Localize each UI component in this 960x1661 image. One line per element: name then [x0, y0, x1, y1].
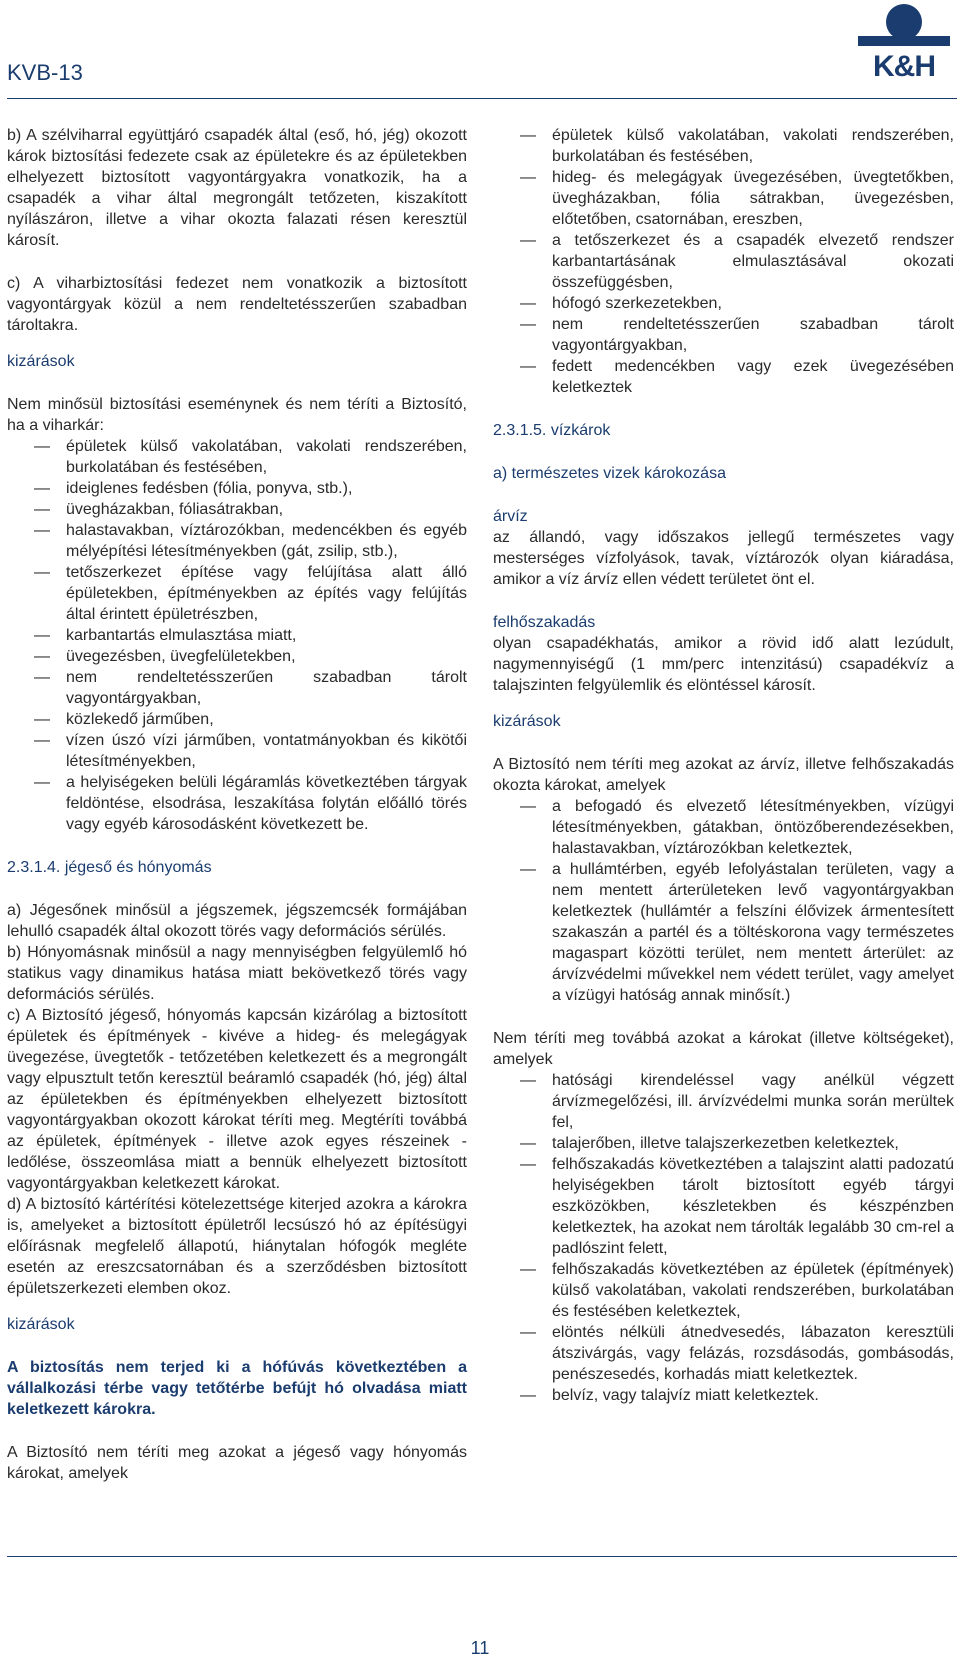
list-item: — nem rendeltetésszerűen szabadban tárolt vagyontárgyakban,	[493, 314, 954, 356]
exclusions-heading: kizárások	[7, 353, 75, 370]
list-item: — a hullámtérben, egyéb lefolyástalan területen, vagy a nem mentett árterületeken levő vagyontárgyakban keletkeztek (hullámtér a felszíni élővizek ármentesített szakaszán a partél és a töltéskorona vagy természetes magaspart közötti terület, nem mentett árterület: az árvízvédelmi művekkel nem védett terület, vagy amelyet a vízügyi hatóság annak minősít.)	[493, 859, 954, 1006]
list-item: — felhőszakadás következtében a talajszint alatti padozatú helyiségekben tárolt biztosított egyéb tárgyi eszközökben, készletekben és készpénzben keletkeztek, ha azokat nem tárolták legalább 30 cm-rel a padlószint felett,	[493, 1154, 954, 1259]
list-item: — vízen úszó vízi járműben, vontatmányokban és kikötői létesítményekben,	[7, 730, 467, 772]
flood-title: árvíz	[493, 508, 528, 525]
exclusions-heading-3: kizárások	[493, 713, 561, 730]
list-item: — üvegezésben, üvegfelületekben,	[7, 646, 467, 667]
further-exclusions-list	[493, 1070, 954, 1406]
list-item: — üvegházakban, fóliasátrakban,	[7, 499, 467, 520]
flood-text: az állandó, vagy időszakos jellegű természetes vagy mesterséges vízfolyások, tavak, víztározók olyan kiáradása, amikor a víz árvíz ellen védett területet önt el.	[493, 529, 954, 588]
exclusions-heading-2: kizárások	[7, 1316, 75, 1333]
list-item: — talajerőben, illetve talajszerkezetben keletkeztek,	[493, 1133, 954, 1154]
exclusions-intro: Nem minősül biztosítási eseménynek és nem téríti a Biztosító, ha a viharkár:	[7, 396, 467, 434]
exclusions-list	[7, 436, 467, 835]
list-item: — ideiglenes fedésben (fólia, ponyva, stb.),	[7, 478, 467, 499]
list-item: — tetőszerkezet építése vagy felújítása alatt álló épületekben, építményekben az építés vagy felújítás által érintett épületrészben,	[7, 562, 467, 625]
paragraph-last: A Biztosító nem téríti meg azokat a jégeső vagy hónyomás károkat, amelyek	[7, 1444, 467, 1482]
subsection-natural-water: a) természetes vizek károkozása	[493, 465, 726, 482]
paragraph-c: c) A viharbiztosítási fedezet nem vonatkozik a biztosított vagyontárgyak közül a nem rendeltetésszerűen szabadban tároltakra.	[7, 275, 467, 334]
bold-exclusion: A biztosítás nem terjed ki a hófúvás következtében a vállalkozási térbe vagy tetőtérbe befújt hó olvadása miatt keletkezett károkra.	[7, 1359, 467, 1418]
list-item: — halastavakban, víztározókban, medencékben és egyéb mélyépítési létesítményekben (gát, zsilip, stb.),	[7, 520, 467, 562]
further-exclusions-intro: Nem téríti meg továbbá azokat a károkat (illetve költségeket), amelyek	[493, 1030, 954, 1068]
section-title-hail: 2.3.1.4. jégeső és hónyomás	[7, 859, 212, 876]
page-number: 11	[470, 1638, 490, 1658]
exclusions-list-continued	[493, 125, 954, 398]
list-item: — nem rendeltetésszerűen szabadban tárolt vagyontárgyakban,	[7, 667, 467, 709]
list-item: — a tetőszerkezet és a csapadék elvezető rendszer karbantartásának elmulasztásával okozati összefüggésben,	[493, 230, 954, 293]
list-item: — hatósági kirendeléssel vagy anélkül végzett árvízmegelőzési, ill. árvízvédelmi munka során merültek fel,	[493, 1070, 954, 1133]
document-code: KVB-13	[7, 60, 83, 85]
list-item: — a befogadó és elvezető létesítményekben, vízügyi létesítményekben, gátakban, öntözőberendezésekben, halastavakban, víztározókban keletkeztek,	[493, 796, 954, 859]
list-item: — hideg- és melegágyak üvegezésében, üvegtetőkben, üvegházakban, fólia sátrakban, üvegezésben, előtetőben, csatornában, ereszben,	[493, 167, 954, 230]
list-item: — elöntés nélküli átnedvesedés, lábazaton keresztüli átszivárgás, vagy felázás, rozsdásodás, gombásodás, penészesedés, korhadás miatt keletkeztek.	[493, 1322, 954, 1385]
list-item: — a helyiségeken belüli légáramlás következtében tárgyak feldöntése, elsodrása, leszakítása folytán előálló törés vagy egyéb károsodásként következett be.	[7, 772, 467, 835]
flood-exclusions-intro: A Biztosító nem téríti meg azokat az árvíz, illetve felhőszakadás okozta károkat, amelyek	[493, 756, 954, 794]
kh-logo	[852, 2, 956, 88]
paragraph-b-snow: b) Hónyomásnak minősül a nagy mennyiségben felgyülemlő hó statikus vagy dinamikus hatása miatt bekövetkező törés vagy deformációs sérülés.	[7, 944, 467, 1003]
paragraph-b: b) A szélviharral együttjáró csapadék által (eső, hó, jég) okozott károk biztosítási fedezete csak az épületekre és az épületekben elhelyezett biztosított vagyontárgyakra vonatkozik, ha a csapadék a vihar által megrongált tetőzeten, kiszakított nyílászáron, illetve a vihar okozta falazati résen keresztül károsít.	[7, 127, 467, 249]
right-column	[493, 125, 954, 1406]
section-title-water: 2.3.1.5. vízkárok	[493, 422, 611, 439]
logo-text: K&H	[873, 50, 935, 83]
kh-logo-icon	[852, 2, 956, 52]
list-item: — közlekedő járműben,	[7, 709, 467, 730]
paragraph-d-hail: d) A biztosító kártérítési kötelezettsége kiterjed azokra a károkra is, amelyeket a biztosított épületről lecsúszó hó az építésügyi előírásnak megfelelő állapotú, hiánytalan hófogók megléte esetén az ereszcsatornában és a szerződésben biztosított épületszerkezeti elemben okoz.	[7, 1196, 467, 1297]
flood-exclusions-list	[493, 796, 954, 1006]
list-item: — felhőszakadás következtében az épületek (építmények) külső vakolatában, vakolati rendszerében, burkolatában és festésében keletkeztek,	[493, 1259, 954, 1322]
paragraph-a-hail: a) Jégesőnek minősül a jégszemek, jégszemcsék formájában lehulló csapadék által okozott törés vagy deformációs sérülés.	[7, 902, 467, 940]
paragraph-c-hail: c) A Biztosító jégeső, hónyomás kapcsán kizárólag a biztosított épületek és építmények - kivéve a hideg- és melegágyak üvegezése, üvegtetők - tetőzetében keletkezett és a megrongált vagy elpusztult tetőn keresztül beáramló csapadék (hó, jég) által az épületekben és építményekben elhelyezett biztosított vagyontárgyakban okozott károkat téríti meg. Megtéríti továbbá az épületek, építmények - illetve azok egyes részeinek - ledőlése, összeomlása miatt a bennük elhelyezett biztosított vagyontárgyakban keletkezett károkat.	[7, 1007, 467, 1192]
cloudburst-title: felhőszakadás	[493, 614, 596, 631]
cloudburst-text: olyan csapadékhatás, amikor a rövid idő alatt lezúdult, nagymennyiségű (1 mm/perc intenzitású) csapadékvíz a talajszinten felgyülemlik és elöntéssel károsít.	[493, 635, 954, 694]
header-rule	[7, 98, 957, 99]
left-column	[7, 125, 467, 1484]
list-item: — épületek külső vakolatában, vakolati rendszerében, burkolatában és festésében,	[7, 436, 467, 478]
list-item: — hófogó szerkezetekben,	[493, 293, 954, 314]
footer-rule	[7, 1556, 957, 1557]
list-item: — épületek külső vakolatában, vakolati rendszerében, burkolatában és festésében,	[493, 125, 954, 167]
list-item: — fedett medencékben vagy ezek üvegezésében keletkeztek	[493, 356, 954, 398]
list-item: — belvíz, vagy talajvíz miatt keletkeztek.	[493, 1385, 954, 1406]
list-item: — karbantartás elmulasztása miatt,	[7, 625, 467, 646]
